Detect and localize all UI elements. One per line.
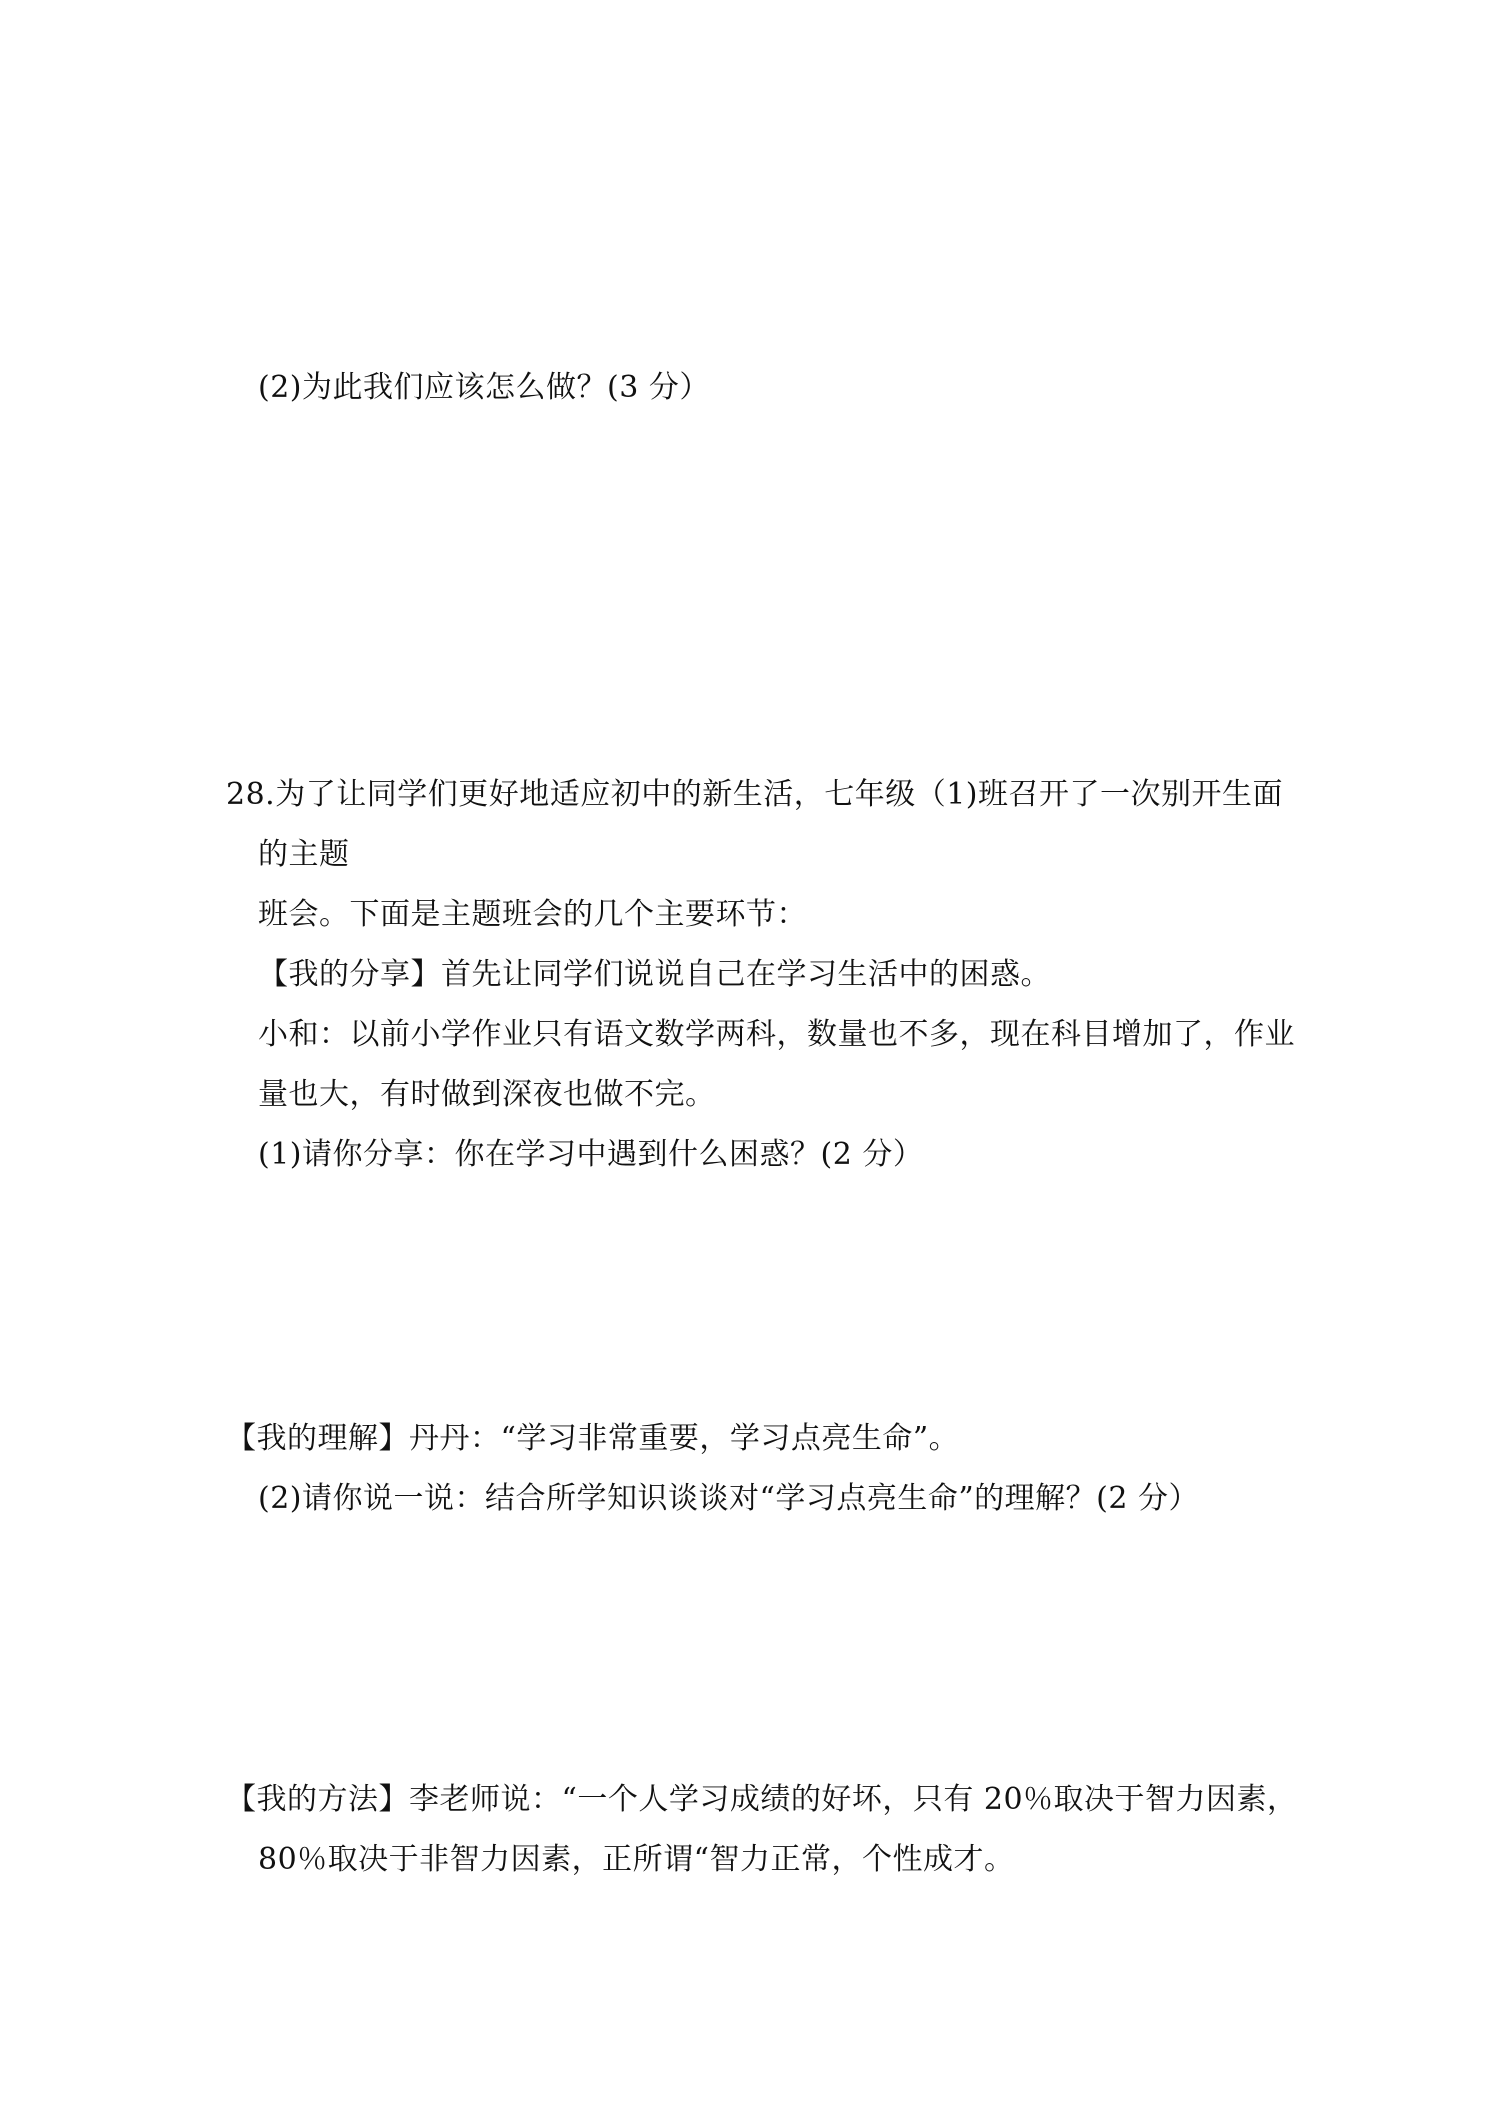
- q28-understanding-line: 【我的理解】丹丹：“学习非常重要，学习点亮生命”。: [226, 1421, 960, 1456]
- q28-intro-line3: 班会。下面是主题班会的几个主要环节：: [258, 897, 807, 932]
- q28-part1-question: (1)请你分享：你在学习中遇到什么困惑？(2 分）: [258, 1137, 924, 1172]
- q28-share-line: 【我的分享】首先让同学们说说自己在学习生活中的困惑。: [258, 957, 1051, 992]
- q28-xiaohe-line2: 量也大，有时做到深夜也做不完。: [258, 1077, 716, 1112]
- q28-intro-line2: 的主题: [258, 837, 350, 872]
- q27-part2-question: (2)为此我们应该怎么做？(3 分）: [258, 370, 710, 405]
- q28-intro-line1: 28.为了让同学们更好地适应初中的新生活，七年级（1)班召开了一次别开生面: [226, 777, 1283, 812]
- q28-part2-question: (2)请你说一说：结合所学知识谈谈对“学习点亮生命”的理解？(2 分）: [258, 1481, 1199, 1516]
- q28-method-line1: 【我的方法】李老师说：“一个人学习成绩的好坏，只有 20％取决于智力因素，: [226, 1782, 1298, 1817]
- q28-xiaohe-line1: 小和：以前小学作业只有语文数学两科，数量也不多，现在科目增加了，作业: [258, 1017, 1295, 1052]
- q28-method-line2: 80％取决于非智力因素，正所谓“智力正常，个性成才。: [258, 1842, 1015, 1877]
